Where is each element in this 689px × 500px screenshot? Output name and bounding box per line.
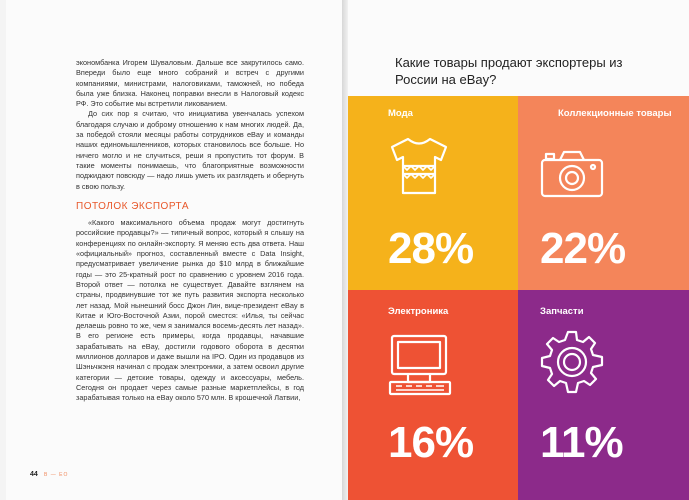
tile-percent: 11% xyxy=(540,418,623,467)
gear-icon xyxy=(540,330,604,394)
camera-icon xyxy=(540,148,604,198)
paragraph: До сих пор я считаю, что инициатива увенчалась успехом благодаря случаю и доброму отношению к нам многих людей. Да, за победой стояли месяцы работы сотрудников eBay и команды наших единомышленников, которых становилось все больше. Но ничего могло и не случиться, реши я пропустить тот форум. В такие моменты понимаешь, что благоприятные возможности поджидают повсюду — надо лишь уметь их разглядеть и обернуть в свою пользу. xyxy=(76,109,304,191)
tile-label: Электроника xyxy=(388,306,449,317)
infographic-title: Какие товары продают экспортеры из России на eBay? xyxy=(395,55,623,87)
tshirt-icon xyxy=(388,136,450,196)
category-tile-collectibles xyxy=(518,96,689,290)
body-text xyxy=(76,58,304,404)
category-tile-electronics xyxy=(348,290,518,500)
computer-icon xyxy=(388,334,452,396)
paragraph: экономбанка Игорем Шуваловым. Дальше все закрутилось само. Впереди было еще много собраний и встреч с другими компаниями, министрами, налоговиками, таможней, но победа была уже близка. Наконец поправки внесли в Налоговый кодекс РФ. Это событие мы встретили ликованием. xyxy=(76,58,304,109)
page-edge xyxy=(0,0,6,500)
category-tile-parts xyxy=(518,290,689,500)
paragraph: «Какого максимального объема продаж могут достигнуть российские продавцы?» — типичный вопрос, который я слышу на конференциях по онлайн-экспорту. Я меняю есть два ответа. Наш «официальный» прогноз, составленный вместе с Data Insight, предусматривает увеличение рынка до $10 млрд в ближайшие годы — это 25-кратный рост по сравнению с уровнем 2016 года. Второй ответ — потолка не существует. Давайте взглянем на страны, продвинувшие тот же путь развития экспорта несколько лет назад. Мой нынешний босс Джон Лин, вице-президент eBay в Китае и Юго-Восточной Азии, порой сместся: «Илья, ты сейчас делаешь ровно то же, чем я занимался восемь-десять лет назад». В его регионе есть примеры, когда продавцы, начавшие зарабатывать на eBay, достигли годового оборота в десятки миллионов долларов и даже вышли на IPO. Один из продавцов из Шэньчжэня начинал с продаж электроники, а затем освоил другие категории — детские товары, одежду и аксессуары, мебель. Сегодня он продает через самые разные маркетплейсы, в год зарабатывая только на eBay около 570 млн. В крошечной Латвии, xyxy=(76,218,304,403)
tile-label: Коллекционные товары xyxy=(558,108,672,119)
section-heading: ПОТОЛОК ЭКСПОРТА xyxy=(76,200,189,212)
running-head: В — ЕО xyxy=(44,472,69,478)
tile-label: Запчасти xyxy=(540,306,584,317)
category-tile-fashion xyxy=(348,96,518,290)
tile-percent: 22% xyxy=(540,224,626,273)
tile-label: Мода xyxy=(388,108,413,119)
tile-percent: 16% xyxy=(388,418,474,467)
page-number: 44 xyxy=(30,471,38,478)
tile-percent: 28% xyxy=(388,224,474,273)
